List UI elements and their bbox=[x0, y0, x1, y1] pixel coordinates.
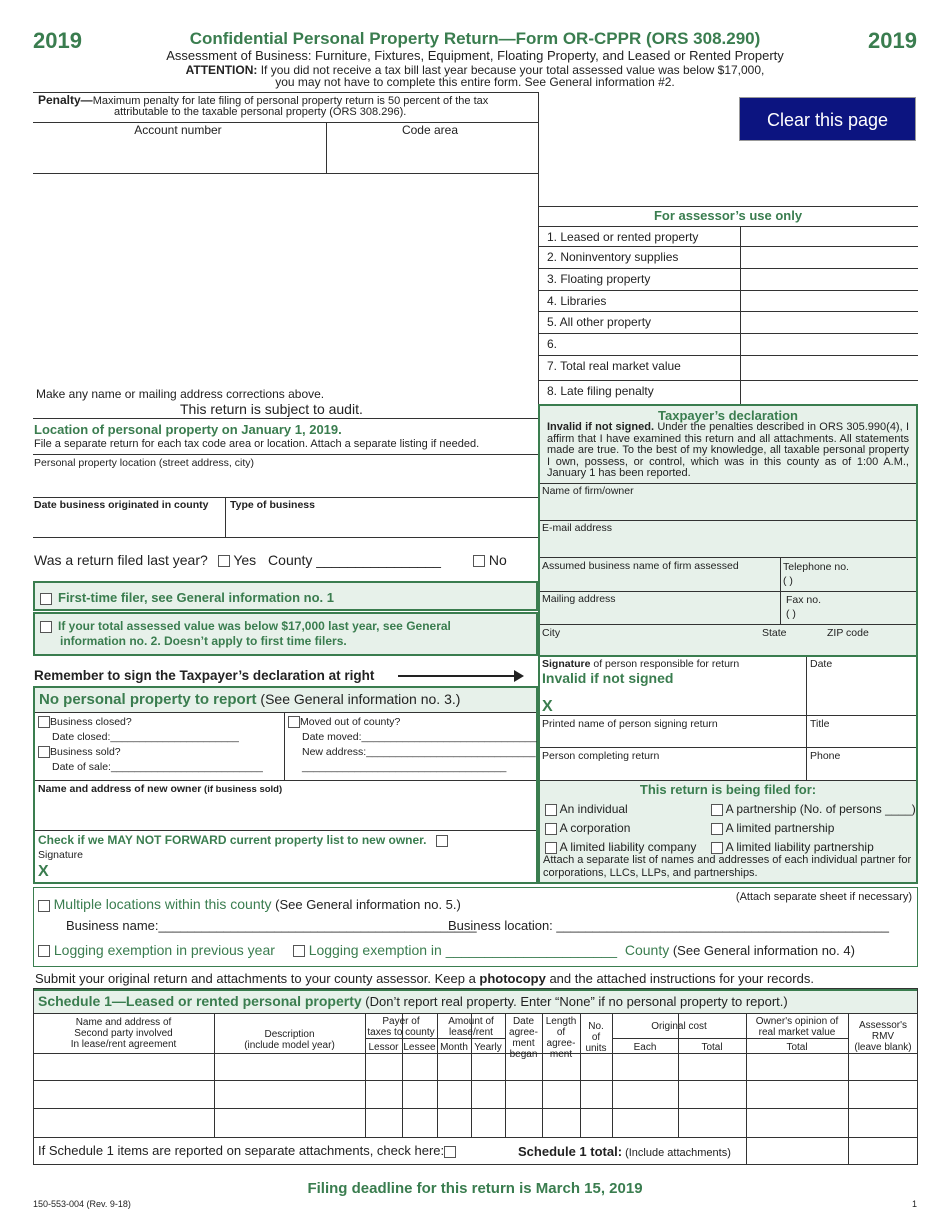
partnership-checkbox[interactable] bbox=[711, 804, 723, 816]
assessor-value-field[interactable] bbox=[741, 269, 917, 289]
filed-for-title: This return is being filed for: bbox=[639, 782, 817, 797]
schedule-cell[interactable] bbox=[438, 1081, 470, 1106]
filed-for-note: Attach a separate list of names and addresses of each individual partner for corporations, LLCs, LLPs, and partnerships. bbox=[543, 854, 912, 879]
col-lessee: Lessee bbox=[403, 1042, 436, 1053]
separate-attachments-checkbox[interactable] bbox=[444, 1146, 456, 1158]
col-payer: Payer of taxes to county bbox=[367, 1016, 435, 1038]
title-label: Title bbox=[810, 718, 830, 730]
schedule-cell[interactable] bbox=[581, 1081, 611, 1106]
col-each: Each bbox=[633, 1042, 657, 1053]
location-input[interactable] bbox=[34, 470, 534, 496]
llc-checkbox[interactable] bbox=[545, 842, 557, 854]
new-owner-label: Name and address of new owner (if business sold) bbox=[38, 783, 283, 795]
first-time-checkbox[interactable] bbox=[40, 593, 52, 605]
phone-label: Phone bbox=[810, 750, 841, 762]
schedule-cell[interactable] bbox=[34, 1081, 213, 1106]
schedule-cell[interactable] bbox=[679, 1081, 745, 1106]
schedule-cell[interactable] bbox=[506, 1109, 541, 1134]
assessor-item: 1. Leased or rented property bbox=[547, 230, 699, 244]
corporation-checkbox[interactable] bbox=[545, 823, 557, 835]
schedule-cell[interactable] bbox=[472, 1081, 504, 1106]
filing-deadline: Filing deadline for this return is March 15, 2019 bbox=[307, 1180, 643, 1197]
first-time-box: First-time filer, see General information no. 1 bbox=[33, 581, 538, 611]
col-month: Month bbox=[440, 1042, 468, 1053]
fax-label: Fax no. ( ) bbox=[786, 594, 822, 620]
assessor-value-field[interactable] bbox=[741, 381, 917, 403]
declaration-signature-x: X bbox=[542, 698, 553, 715]
signature-x: X bbox=[38, 863, 49, 880]
location-title: Location of personal property on January 1, 2019. bbox=[34, 422, 342, 437]
schedule-cell[interactable] bbox=[613, 1054, 677, 1079]
form-title: Confidential Personal Property Return—Form OR-CPPR (ORS 308.290) bbox=[189, 29, 761, 48]
firm-owner-label: Name of firm/owner bbox=[542, 485, 634, 497]
email-label: E-mail address bbox=[542, 522, 613, 534]
schedule-cell[interactable] bbox=[438, 1109, 470, 1134]
individual-checkbox[interactable] bbox=[545, 804, 557, 816]
moved-out: Moved out of county? Date moved:______________________________ New address:_____________________________ ___________________________________ bbox=[288, 715, 537, 775]
schedule-cell[interactable] bbox=[581, 1054, 611, 1079]
assessor-item: 3. Floating property bbox=[547, 272, 651, 286]
form-subtitle: Assessment of Business: Furniture, Fixtures, Equipment, Floating Property, and Leased or Rented Property bbox=[166, 48, 784, 63]
assessor-value-field[interactable] bbox=[741, 291, 917, 310]
prior-county: County ________________ bbox=[268, 552, 441, 568]
arrow-right-icon bbox=[398, 675, 518, 677]
schedule-cell[interactable] bbox=[34, 1054, 213, 1079]
assessor-value-field[interactable] bbox=[741, 312, 917, 332]
signature-responsible-label: Signature of person responsible for return bbox=[542, 658, 740, 670]
schedule-cell[interactable] bbox=[679, 1109, 745, 1134]
below-17000-checkbox[interactable] bbox=[40, 621, 52, 633]
schedule-cell[interactable] bbox=[215, 1081, 364, 1106]
schedule-cell[interactable] bbox=[849, 1081, 917, 1106]
assessor-item: 6. bbox=[547, 337, 558, 351]
limited-partnership-checkbox[interactable] bbox=[711, 823, 723, 835]
no-forward-label: Check if we MAY NOT FORWARD current property list to new owner. bbox=[38, 833, 448, 847]
completing-label: Person completing return bbox=[542, 750, 660, 762]
schedule-cell[interactable] bbox=[472, 1054, 504, 1079]
schedule-cell[interactable] bbox=[403, 1109, 436, 1134]
year-left: 2019 bbox=[33, 28, 82, 53]
schedule-cell[interactable] bbox=[543, 1081, 579, 1106]
remember-note: Remember to sign the Taxpayer’s declaration at right bbox=[34, 668, 375, 683]
assessor-item: 7. Total real market value bbox=[547, 359, 681, 373]
schedule-cell[interactable] bbox=[215, 1109, 364, 1134]
schedule-cell[interactable] bbox=[747, 1081, 847, 1106]
business-closed-checkbox[interactable] bbox=[38, 716, 50, 728]
assessor-value-field[interactable] bbox=[741, 356, 917, 379]
invalid-note: Invalid if not signed bbox=[542, 670, 674, 686]
year-right: 2019 bbox=[868, 28, 917, 53]
location-field-label: Personal property location (street address, city) bbox=[34, 457, 255, 469]
schedule-cell[interactable] bbox=[849, 1054, 917, 1079]
assessor-item: 2. Noninventory supplies bbox=[547, 250, 679, 264]
date-label: Date bbox=[810, 658, 833, 670]
schedule-footer-check: If Schedule 1 items are reported on separate attachments, check here: bbox=[38, 1143, 456, 1158]
code-area-label: Code area bbox=[401, 123, 459, 137]
col-name-address: Name and address of Second party involved In lease/rent agreement bbox=[70, 1017, 177, 1050]
schedule-cell[interactable] bbox=[613, 1081, 677, 1106]
logging-row: Logging exemption in previous year Logging exemption in ______________________ County (See General information no. 4) bbox=[38, 942, 855, 958]
logging-prev-checkbox[interactable] bbox=[38, 945, 50, 957]
multi-location-label: Multiple locations within this county (See General information no. 5.) bbox=[38, 896, 461, 912]
below-17000-box: If your total assessed value was below $17,000 last year, see General information no. 2. Doesn’t apply to first time filers. bbox=[33, 612, 538, 656]
assessor-item: 4. Libraries bbox=[547, 294, 607, 308]
schedule-cell[interactable] bbox=[543, 1109, 579, 1134]
filed-for-left: An individual A corporation A limited liability company bbox=[545, 800, 696, 857]
signature-label: Signature bbox=[38, 849, 83, 861]
schedule-cell[interactable] bbox=[506, 1081, 541, 1106]
col-length: Length of agree- ment bbox=[545, 1016, 577, 1060]
attention-note: ATTENTION: If you did not receive a tax bill last year because your total assessed value was below $17,000, you may not have to complete this entire form. See General information #2. bbox=[185, 63, 765, 89]
schedule-cell[interactable] bbox=[613, 1109, 677, 1134]
schedule-total-label: Schedule 1 total: (Include attachments) bbox=[518, 1144, 731, 1159]
submit-note: Submit your original return and attachments to your county assessor. Keep a photocopy and the attached instructions for your records. bbox=[35, 971, 814, 986]
logging-in-checkbox[interactable] bbox=[293, 945, 305, 957]
assessor-item: 5. All other property bbox=[547, 315, 652, 329]
col-original-cost: Original cost bbox=[651, 1021, 707, 1032]
business-type-label: Type of business bbox=[230, 499, 315, 511]
schedule-cell[interactable] bbox=[747, 1109, 847, 1134]
business-sold-checkbox[interactable] bbox=[38, 746, 50, 758]
col-amount: Amount of lease/rent bbox=[448, 1016, 494, 1038]
prior-yes-checkbox[interactable] bbox=[218, 555, 230, 567]
schedule-cell[interactable] bbox=[543, 1054, 579, 1079]
printed-name-label: Printed name of person signing return bbox=[542, 718, 718, 730]
col-total: Total bbox=[701, 1042, 723, 1053]
col-yearly: Yearly bbox=[474, 1042, 502, 1053]
col-date-began: Date agree- ment began bbox=[509, 1016, 538, 1060]
schedule-title: Schedule 1—Leased or rented personal property (Don’t report real property. Enter “None” if no personal property to report.) bbox=[38, 993, 788, 1009]
schedule-cell[interactable] bbox=[366, 1054, 401, 1079]
schedule-cell[interactable] bbox=[366, 1109, 401, 1134]
corrections-note: Make any name or mailing address corrections above. bbox=[36, 387, 325, 401]
schedule-cell[interactable] bbox=[403, 1054, 436, 1079]
assessor-value-field[interactable] bbox=[741, 247, 917, 267]
date-originated-label: Date business originated in county bbox=[34, 499, 209, 511]
assessor-title: For assessor’s use only bbox=[653, 208, 803, 223]
telephone-label: Telephone no. ( ) bbox=[783, 561, 849, 587]
account-number-label: Account number bbox=[134, 123, 222, 137]
business-location-field[interactable]: Business location: ______________________________________________ bbox=[448, 918, 889, 933]
col-owner-opinion: Owner's opinion of real market value bbox=[755, 1016, 839, 1038]
schedule-cell[interactable] bbox=[849, 1109, 917, 1134]
schedule-cell[interactable] bbox=[403, 1081, 436, 1106]
col-description: Description (include model year) bbox=[244, 1029, 335, 1051]
zip-label: ZIP code bbox=[827, 627, 869, 639]
prior-no: No bbox=[473, 552, 507, 568]
form-number: 150-553-004 (Rev. 9-18) bbox=[33, 1199, 131, 1209]
page-number: 1 bbox=[911, 1199, 917, 1209]
moved-checkbox[interactable] bbox=[288, 716, 300, 728]
business-closed: Business closed? Date closed:______________________ Business sold? Date of sale:__________________________ bbox=[38, 715, 263, 775]
assessor-value-field[interactable] bbox=[741, 334, 917, 354]
schedule-cell[interactable] bbox=[366, 1081, 401, 1106]
col-lessor: Lessor bbox=[368, 1042, 399, 1053]
schedule-cell[interactable] bbox=[215, 1054, 364, 1079]
multi-location-checkbox[interactable] bbox=[38, 900, 50, 912]
prior-return-row: Was a return filed last year? Yes County ________________ bbox=[34, 552, 441, 568]
schedule-cell[interactable] bbox=[34, 1109, 213, 1134]
declaration-text: Invalid if not signed. Under the penalties described in ORS 305.990(4), I affirm that I have examined this return and all attachments. All statements made are true. To the best of my knowledge, all taxable personal property I own, possess, or control, which was in this county as of 1:00 A.M., January 1 has been reported. bbox=[547, 421, 909, 479]
schedule-cell[interactable] bbox=[506, 1054, 541, 1079]
location-note: File a separate return for each tax code area or location. Attach a separate listing if needed. bbox=[34, 438, 480, 450]
filed-for-right: A partnership (No. of persons ____) A limited partnership A limited liability partnership bbox=[711, 800, 916, 857]
schedule-cell[interactable] bbox=[581, 1109, 611, 1134]
city-label: City bbox=[542, 627, 561, 639]
llp-checkbox[interactable] bbox=[711, 842, 723, 854]
col-assessor-rmv: Assessor's RMV (leave blank) bbox=[854, 1020, 912, 1053]
schedule-cell[interactable] bbox=[679, 1054, 745, 1079]
schedule-cell[interactable] bbox=[747, 1054, 847, 1079]
assumed-name-label: Assumed business name of firm assessed bbox=[542, 560, 739, 572]
attach-sheet-note: (Attach separate sheet if necessary) bbox=[735, 891, 912, 903]
no-forward-checkbox[interactable] bbox=[436, 835, 448, 847]
business-name-field[interactable]: Business name:____________________________________________ bbox=[66, 918, 477, 933]
assessor-item: 8. Late filing penalty bbox=[547, 384, 654, 398]
penalty-note: Penalty—Maximum penalty for late filing of personal property return is 50 percent of the tax attributable to the taxable personal property (ORS 308.296). bbox=[38, 93, 489, 118]
schedule-cell[interactable] bbox=[472, 1109, 504, 1134]
schedule-cell[interactable] bbox=[438, 1054, 470, 1079]
assessor-value-field[interactable] bbox=[741, 227, 917, 245]
clear-page-button[interactable]: Clear this page bbox=[739, 97, 916, 141]
declaration-title: Taxpayer’s declaration bbox=[658, 408, 798, 423]
no-property-title: No personal property to report (See General information no. 3.) bbox=[39, 691, 461, 708]
state-label: State bbox=[762, 627, 787, 639]
mailing-label: Mailing address bbox=[542, 593, 616, 605]
col-units: No. of units bbox=[585, 1021, 607, 1054]
audit-note: This return is subject to audit. bbox=[180, 401, 363, 417]
col-owner-total: Total bbox=[786, 1042, 808, 1053]
prior-no-checkbox[interactable] bbox=[473, 555, 485, 567]
